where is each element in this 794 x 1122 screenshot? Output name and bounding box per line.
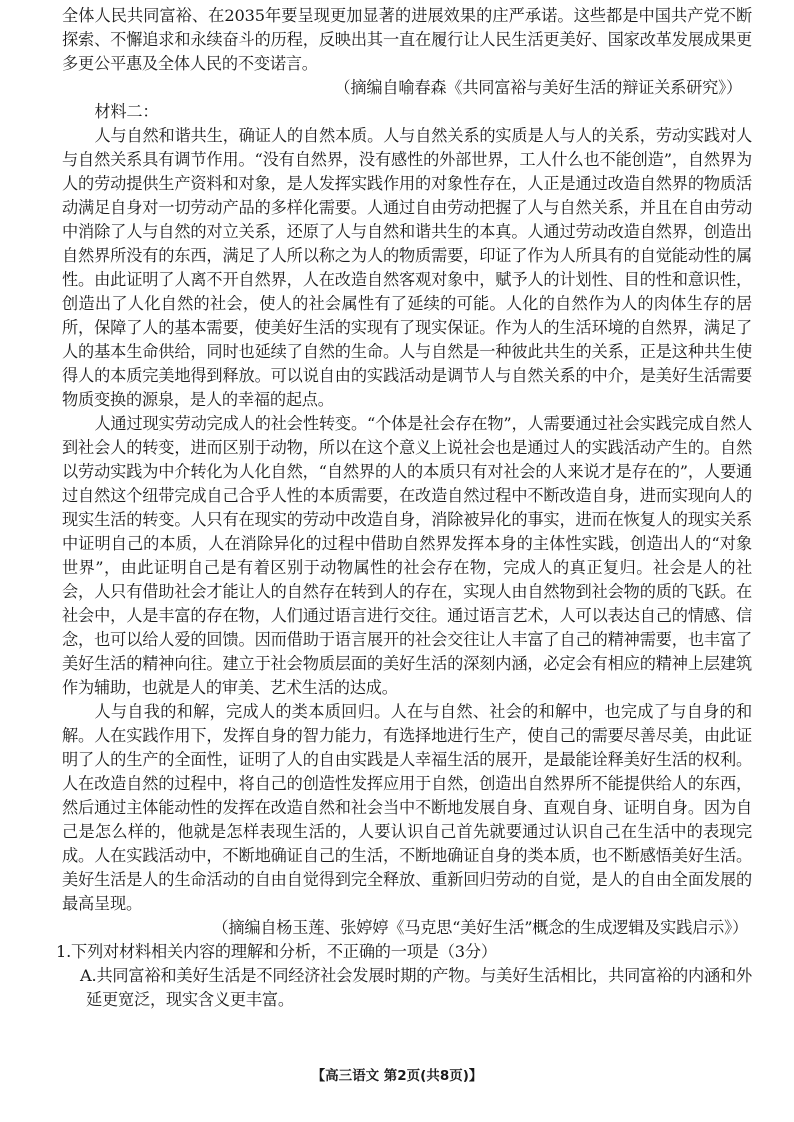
source-citation-2: （摘编自杨玉莲、张婷婷《马克思“美好生活”概念的生成逻辑及实践启示》） [212, 918, 748, 937]
question-1: 1.下列对材料相关内容的理解和分析，不正确的一项是（3分） [56, 942, 497, 961]
paragraph-self: 人与自我的和解，完成人的类本质回归。人在与自然、社会的和解中，也完成了与自身的和解。人在实践作用下，发挥自身的智力能力，有选择地进行生产，使自己的需要尽善尽美，由此证明了人的生产的全面性，证明了人的自由实践是人幸福生活的展开，是最能诠释美好生活的权利。人在改造自然的过程中，将自己的创造性发挥应用于自然，创造出自然界所不能提供给人的东西，然后通过主体能动性的发挥在改造自然和社会当中不断地发展自身、直观自身、证明自身。因为自己是怎么样的，他就是怎样表现生活的，人要认识自己首先就要通过认识自己在生活中的表现完成。人在实践活动中，不断地确证自己的生活，不断地确证自身的类本质，也不断感悟美好生活。美好生活是人的生命活动的自由自觉得到完全释放、重新回归劳动的自觉，是人的自由全面发展的最高呈现。 [62, 702, 752, 913]
material-two-heading: 材料二： [94, 102, 159, 121]
source-citation-1: （摘编自喻春森《共同富裕与美好生活的辩证关系研究》） [334, 78, 742, 97]
paragraph-nature: 人与自然和谐共生，确证人的自然本质。人与自然关系的实质是人与人的关系，劳动实践对人与自然关系具有调节作用。“没有自然界，没有感性的外部世界，工人什么也不能创造”，自然界为人的劳动提供生产资料和对象，是人发挥实践作用的对象性存在，人正是通过改造自然界的物质活动满足自身对一切劳动产品的多样化需要。人通过自由劳动把握了人与自然关系，并且在自由劳动中消除了人与自然的对立关系，还原了人与自然和谐共生的本真。人通过劳动改造自然界，创造出自然界所没有的东西，满足了人所以称之为人的物质需要，印证了作为人所具有的自觉能动性的属性。由此证明了人离不开自然界，人在改造自然客观对象中，赋予人的计划性、目的性和意识性，创造出了人化自然的社会，使人的社会属性有了延续的可能。人化的自然作为人的肉体生存的居所，保障了人的基本需要，使美好生活的实现有了现实保证。作为人的生活环境的自然界，满足了人的基本生命供给，同时也延续了自然的生命。人与自然是一种彼此共生的关系，正是这种共生使得人的本质完美地得到释放。可以说自由的实践活动是调节人与自然关系的中介，是美好生活需要物质变换的源泉，是人的幸福的起点。 [62, 126, 752, 409]
question-1-option-a: A.共同富裕和美好生活是不同经济社会发展时期的产物。与美好生活相比，共同富裕的内涵和外延更宽泛，现实含义更丰富。 [80, 966, 752, 1009]
paragraph-society: 人通过现实劳动完成人的社会性转变。“个体是社会存在物”，人需要通过社会实践完成自然人到社会人的转变，进而区别于动物，所以在这个意义上说社会也是通过人的实践活动产生的。自然以劳动实践为中介转化为人化自然，“自然界的人的本质只有对社会的人来说才是存在的”，人要通过自然这个纽带完成自己合乎人性的本质需要，在改造自然过程中不断改造自身，进而实现向人的现实生活的转变。人只有在现实的劳动中改造自身，消除被异化的事实，进而在恢复人的现实关系中证明自己的本质，人在消除异化的过程中借助自然界发挥本身的主体性实践，创造出人的“对象世界”，由此证明自己是有着区别于动物属性的社会存在物，完成人的真正复归。社会是人的社会，人只有借助社会才能让人的自然存在转到人的存在，实现人由自然物到社会物的质的飞跃。在社会中，人是丰富的存在物，人们通过语言进行交往。通过语言艺术，人可以表达自己的情感、信念，也可以给人爱的回馈。因而借助于语言展开的社会交往让人丰富了自己的精神需要，也丰富了美好生活的精神向往。建立于社会物质层面的美好生活的深刻内涵，必定会有相应的精神上层建筑作为辅助，也就是人的审美、艺术生活的达成。 [62, 414, 752, 697]
page-content [56, 4, 752, 1012]
page-footer: 【高三语文 第2页(共8页)】 [311, 1068, 483, 1084]
intro-paragraph: 全体人民共同富裕、在2035年要呈现更加显著的进展效果的庄严承诺。这些都是中国共产党不断探索、不懈追求和永续奋斗的历程，反映出其一直在履行让人民生活更美好、国家改革发展成果更多更公平惠及全体人民的不变诺言。 [62, 6, 752, 73]
